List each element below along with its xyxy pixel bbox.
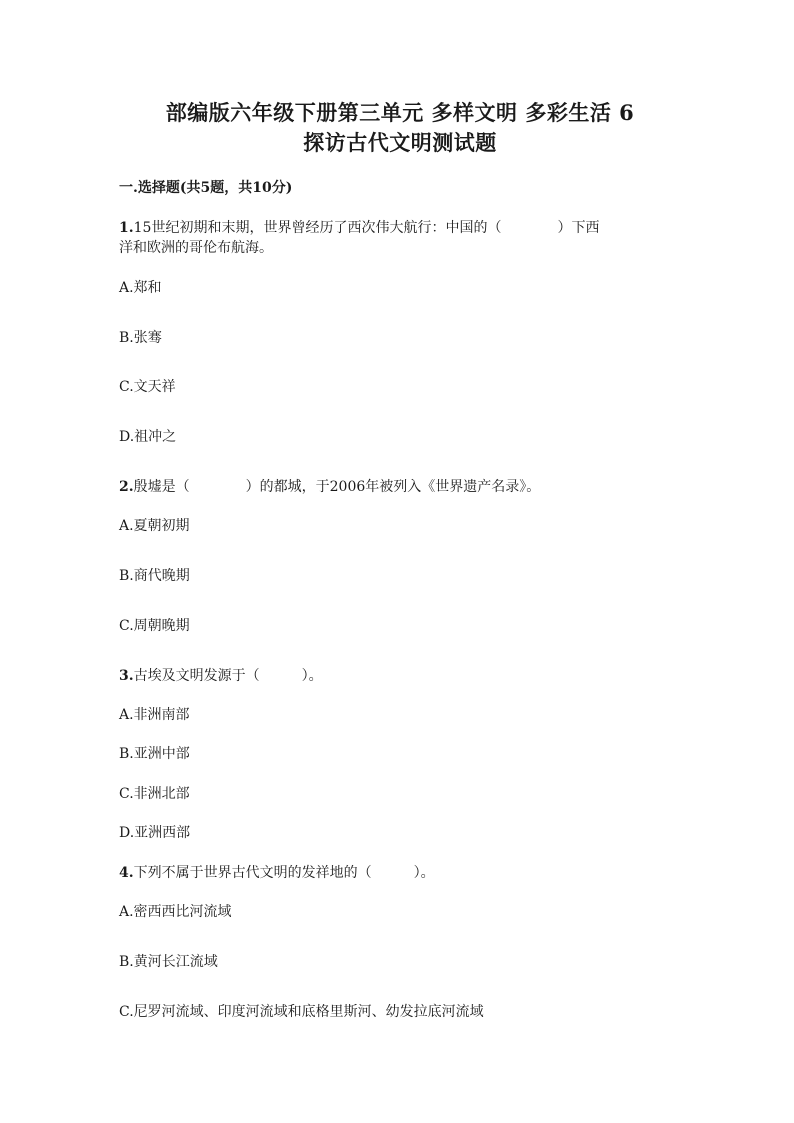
question-number: 1. <box>119 220 134 236</box>
question-2-stem <box>119 477 540 497</box>
question-3-option-b: B.亚洲中部 <box>119 746 190 762</box>
question-text: 下列不属于世界古代文明的发祥地的（ ）。 <box>133 865 435 881</box>
question-1-option-d: D.祖冲之 <box>119 429 177 445</box>
title-line-1: 部编版六年级下册第三单元 多样文明 多彩生活 6 <box>165 100 635 125</box>
question-text: 殷墟是（ ）的都城，于2006年被列入《世界遗产名录》。 <box>133 479 541 495</box>
question-1-option-b: B.张骞 <box>119 330 162 346</box>
question-2-option-a: A.夏朝初期 <box>119 518 190 534</box>
question-4-option-a: A.密西西比河流域 <box>119 904 232 920</box>
question-1-stem-continued: 洋和欧洲的哥伦布航海。 <box>119 240 273 256</box>
question-2-option-b: B.商代晚期 <box>119 568 190 584</box>
section-heading: 一.选择题(共5题，共10分) <box>119 180 293 196</box>
question-3-option-c: C.非洲北部 <box>119 786 190 802</box>
question-4-option-c: C.尼罗河流域、印度河流域和底格里斯河、幼发拉底河流域 <box>119 1004 484 1020</box>
question-number: 3. <box>119 668 134 684</box>
question-3-option-a: A.非洲南部 <box>119 707 190 723</box>
question-1-option-a: A.郑和 <box>119 280 162 296</box>
question-1-stem <box>119 218 599 238</box>
document-title <box>100 98 700 158</box>
question-1-option-c: C.文天祥 <box>119 379 176 395</box>
question-3-option-d: D.亚洲西部 <box>119 825 191 841</box>
question-2-option-c: C.周朝晚期 <box>119 618 190 634</box>
question-text: 古埃及文明发源于（ ）。 <box>133 668 323 684</box>
question-text: 15世纪初期和末期，世界曾经历了西次伟大航行：中国的（ ）下西 <box>133 220 600 236</box>
question-4-option-b: B.黄河长江流域 <box>119 954 218 970</box>
question-number: 2. <box>119 479 134 495</box>
question-number: 4. <box>119 865 134 881</box>
question-3-stem <box>119 666 323 686</box>
title-line-2: 探访古代文明测试题 <box>303 130 497 155</box>
question-4-stem <box>119 863 435 883</box>
